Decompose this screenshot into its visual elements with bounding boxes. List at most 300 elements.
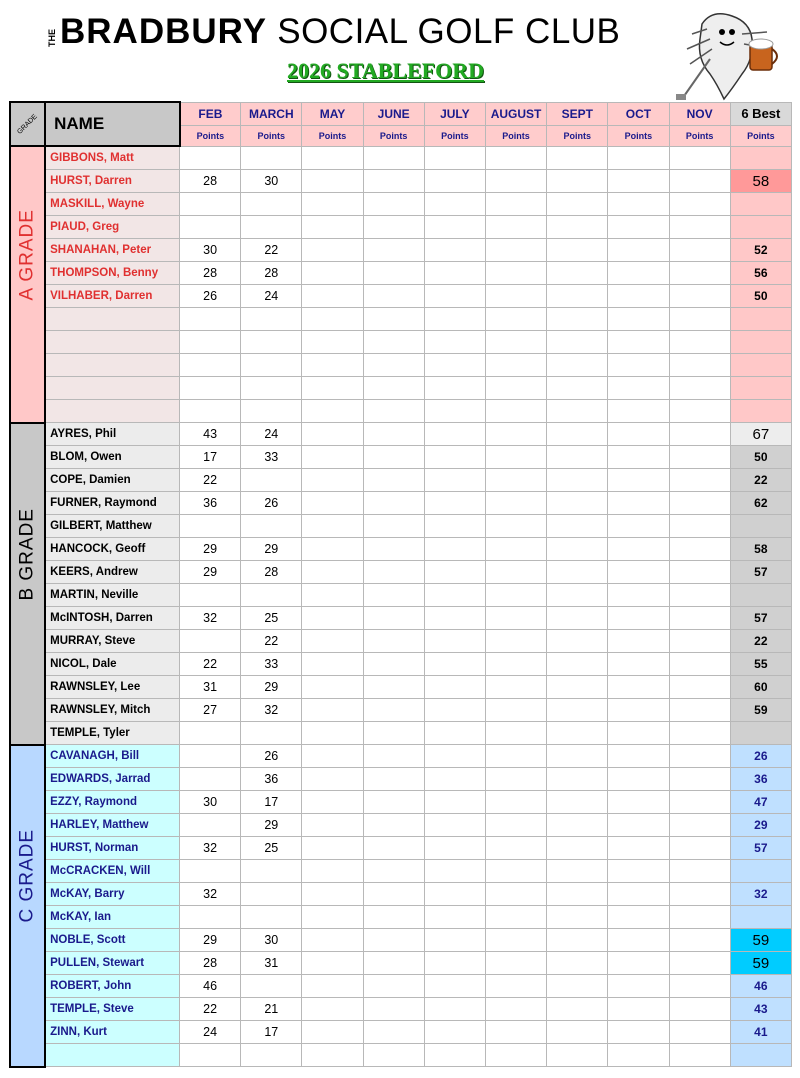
score-march: 33 [241, 653, 302, 676]
score-empty [669, 860, 730, 883]
score-feb [180, 722, 241, 745]
score-empty [485, 308, 546, 331]
score-empty [485, 561, 546, 584]
score-empty [669, 239, 730, 262]
score-empty [363, 837, 424, 860]
score-empty [608, 239, 669, 262]
table-row [10, 193, 792, 216]
score-empty [485, 607, 546, 630]
score-empty [608, 952, 669, 975]
score-empty [363, 676, 424, 699]
points-subheader: Points [547, 125, 608, 146]
score-empty [669, 975, 730, 998]
score-empty [424, 699, 485, 722]
month-header-march: MARCH [241, 102, 302, 125]
score-empty [608, 446, 669, 469]
best-total [730, 308, 791, 331]
score-feb [180, 814, 241, 837]
table-row [10, 239, 792, 262]
score-empty [669, 1044, 730, 1067]
score-empty [485, 676, 546, 699]
score-empty [363, 975, 424, 998]
score-empty [424, 630, 485, 653]
score-empty [547, 469, 608, 492]
score-march: 25 [241, 837, 302, 860]
score-empty [485, 837, 546, 860]
best-total: 26 [730, 745, 791, 768]
score-empty [547, 239, 608, 262]
score-feb: 29 [180, 561, 241, 584]
score-march [241, 308, 302, 331]
score-empty [424, 193, 485, 216]
score-empty [363, 423, 424, 446]
score-feb: 26 [180, 285, 241, 308]
score-empty [302, 239, 363, 262]
score-empty [302, 331, 363, 354]
score-empty [485, 584, 546, 607]
score-empty [608, 653, 669, 676]
score-empty [485, 193, 546, 216]
score-empty [485, 768, 546, 791]
score-empty [485, 1021, 546, 1044]
score-march: 29 [241, 676, 302, 699]
score-feb: 28 [180, 170, 241, 193]
score-empty [363, 860, 424, 883]
player-name: HURST, Norman [45, 837, 179, 860]
score-feb: 31 [180, 676, 241, 699]
score-empty [363, 998, 424, 1021]
best-total [730, 331, 791, 354]
score-empty [424, 883, 485, 906]
score-feb [180, 400, 241, 423]
best-total: 57 [730, 837, 791, 860]
best-total: 56 [730, 262, 791, 285]
best-total [730, 400, 791, 423]
title-rest: SOCIAL GOLF CLUB [277, 12, 621, 51]
score-empty [363, 377, 424, 400]
score-empty [485, 722, 546, 745]
score-empty [547, 308, 608, 331]
score-empty [302, 998, 363, 1021]
score-feb [180, 515, 241, 538]
score-march [241, 193, 302, 216]
score-empty [424, 492, 485, 515]
score-empty [608, 676, 669, 699]
player-name: CAVANAGH, Bill [45, 745, 179, 768]
score-empty [669, 1021, 730, 1044]
score-empty [547, 906, 608, 929]
player-name: PULLEN, Stewart [45, 952, 179, 975]
score-empty [424, 400, 485, 423]
score-empty [485, 285, 546, 308]
score-empty [485, 354, 546, 377]
score-feb [180, 308, 241, 331]
score-march [241, 1044, 302, 1067]
month-header-june: JUNE [363, 102, 424, 125]
score-empty [424, 423, 485, 446]
player-name: McINTOSH, Darren [45, 607, 179, 630]
score-empty [608, 630, 669, 653]
score-feb: 30 [180, 791, 241, 814]
score-empty [669, 400, 730, 423]
table-row [10, 998, 792, 1021]
score-empty [363, 400, 424, 423]
score-feb: 17 [180, 446, 241, 469]
score-march: 24 [241, 285, 302, 308]
page-header [0, 0, 800, 100]
score-empty [608, 170, 669, 193]
score-empty [424, 561, 485, 584]
score-empty [424, 584, 485, 607]
score-empty [302, 929, 363, 952]
score-empty [669, 354, 730, 377]
score-empty [608, 400, 669, 423]
score-feb: 32 [180, 607, 241, 630]
month-header-may: MAY [302, 102, 363, 125]
score-march [241, 515, 302, 538]
score-march: 30 [241, 929, 302, 952]
score-empty [669, 262, 730, 285]
score-empty [485, 975, 546, 998]
player-name [45, 377, 179, 400]
score-empty [669, 607, 730, 630]
table-row [10, 607, 792, 630]
score-empty [363, 630, 424, 653]
score-empty [669, 906, 730, 929]
score-empty [363, 354, 424, 377]
score-empty [608, 469, 669, 492]
score-empty [608, 331, 669, 354]
score-march [241, 146, 302, 170]
score-empty [302, 170, 363, 193]
score-empty [302, 860, 363, 883]
score-empty [669, 791, 730, 814]
score-empty [547, 423, 608, 446]
score-empty [302, 653, 363, 676]
best-total [730, 377, 791, 400]
score-empty [302, 469, 363, 492]
score-empty [547, 400, 608, 423]
score-empty [302, 630, 363, 653]
score-march [241, 883, 302, 906]
score-empty [547, 1021, 608, 1044]
player-name: FURNER, Raymond [45, 492, 179, 515]
best-total: 52 [730, 239, 791, 262]
score-empty [547, 998, 608, 1021]
table-row [10, 676, 792, 699]
score-empty [363, 262, 424, 285]
score-empty [669, 676, 730, 699]
score-empty [669, 423, 730, 446]
month-header-august: AUGUST [485, 102, 546, 125]
scores-body [10, 146, 792, 1067]
score-empty [547, 331, 608, 354]
score-march: 17 [241, 791, 302, 814]
player-name [45, 1044, 179, 1067]
score-empty [608, 262, 669, 285]
score-empty [302, 699, 363, 722]
player-name: McKAY, Ian [45, 906, 179, 929]
score-empty [424, 745, 485, 768]
score-empty [608, 377, 669, 400]
score-march: 26 [241, 492, 302, 515]
table-row [10, 975, 792, 998]
score-empty [485, 170, 546, 193]
player-name: MURRAY, Steve [45, 630, 179, 653]
score-feb [180, 1044, 241, 1067]
best-total: 46 [730, 975, 791, 998]
score-empty [669, 538, 730, 561]
player-name: COPE, Damien [45, 469, 179, 492]
score-march [241, 860, 302, 883]
score-empty [363, 584, 424, 607]
score-feb: 24 [180, 1021, 241, 1044]
table-row [10, 791, 792, 814]
score-empty [363, 883, 424, 906]
score-march [241, 584, 302, 607]
score-feb [180, 860, 241, 883]
score-empty [485, 860, 546, 883]
score-empty [363, 469, 424, 492]
best-total [730, 216, 791, 239]
score-empty [669, 630, 730, 653]
score-empty [363, 906, 424, 929]
table-row [10, 146, 792, 170]
score-empty [363, 561, 424, 584]
score-march [241, 906, 302, 929]
best-header: 6 Best [730, 102, 791, 125]
score-march: 33 [241, 446, 302, 469]
score-empty [485, 791, 546, 814]
score-feb [180, 906, 241, 929]
score-feb [180, 331, 241, 354]
score-empty [547, 262, 608, 285]
score-empty [485, 814, 546, 837]
score-empty [485, 400, 546, 423]
score-empty [485, 239, 546, 262]
grade-label-cell [10, 745, 45, 1067]
score-feb [180, 193, 241, 216]
score-empty [485, 745, 546, 768]
score-empty [485, 216, 546, 239]
score-empty [547, 952, 608, 975]
score-feb: 32 [180, 883, 241, 906]
table-row [10, 515, 792, 538]
best-total [730, 722, 791, 745]
player-name: MARTIN, Neville [45, 584, 179, 607]
best-total [730, 146, 791, 170]
score-empty [485, 423, 546, 446]
score-march [241, 331, 302, 354]
score-empty [424, 331, 485, 354]
score-empty [669, 837, 730, 860]
best-total [730, 354, 791, 377]
table-row [10, 354, 792, 377]
score-empty [424, 998, 485, 1021]
score-feb [180, 354, 241, 377]
score-empty [424, 1021, 485, 1044]
table-row [10, 630, 792, 653]
score-feb [180, 768, 241, 791]
player-name: KEERS, Andrew [45, 561, 179, 584]
table-row [10, 837, 792, 860]
score-march [241, 722, 302, 745]
score-empty [608, 1021, 669, 1044]
score-march: 32 [241, 699, 302, 722]
score-empty [547, 745, 608, 768]
best-points-subheader: Points [730, 125, 791, 146]
best-total: 50 [730, 446, 791, 469]
player-name: ROBERT, John [45, 975, 179, 998]
score-empty [547, 975, 608, 998]
best-total: 22 [730, 469, 791, 492]
score-empty [669, 814, 730, 837]
score-empty [669, 745, 730, 768]
table-row [10, 699, 792, 722]
table-row [10, 538, 792, 561]
score-march [241, 216, 302, 239]
table-row [10, 446, 792, 469]
score-empty [669, 193, 730, 216]
score-march [241, 400, 302, 423]
score-empty [485, 146, 546, 170]
score-empty [363, 285, 424, 308]
points-subheader: Points [608, 125, 669, 146]
month-header-july: JULY [424, 102, 485, 125]
score-empty [363, 492, 424, 515]
score-empty [547, 354, 608, 377]
score-empty [424, 1044, 485, 1067]
table-row [10, 952, 792, 975]
score-empty [547, 722, 608, 745]
score-empty [302, 193, 363, 216]
score-empty [669, 285, 730, 308]
score-march: 28 [241, 262, 302, 285]
score-empty [608, 492, 669, 515]
score-empty [363, 1044, 424, 1067]
score-march: 28 [241, 561, 302, 584]
score-empty [363, 239, 424, 262]
score-empty [302, 607, 363, 630]
score-empty [669, 699, 730, 722]
table-row [10, 400, 792, 423]
table-row [10, 492, 792, 515]
score-empty [363, 193, 424, 216]
table-row [10, 1044, 792, 1067]
score-empty [669, 883, 730, 906]
best-total [730, 906, 791, 929]
score-feb: 43 [180, 423, 241, 446]
score-empty [363, 538, 424, 561]
score-empty [485, 929, 546, 952]
score-empty [608, 837, 669, 860]
score-empty [669, 515, 730, 538]
table-row [10, 1021, 792, 1044]
score-empty [608, 193, 669, 216]
score-empty [669, 308, 730, 331]
score-march: 25 [241, 607, 302, 630]
score-empty [608, 538, 669, 561]
score-empty [302, 146, 363, 170]
score-empty [608, 308, 669, 331]
score-empty [608, 607, 669, 630]
best-total: 59 [730, 952, 791, 975]
score-empty [547, 883, 608, 906]
score-empty [363, 699, 424, 722]
score-empty [547, 193, 608, 216]
table-row [10, 653, 792, 676]
score-empty [669, 146, 730, 170]
score-empty [485, 952, 546, 975]
player-name: NOBLE, Scott [45, 929, 179, 952]
player-name: NICOL, Dale [45, 653, 179, 676]
score-empty [547, 814, 608, 837]
score-empty [547, 653, 608, 676]
score-march: 22 [241, 239, 302, 262]
score-empty [302, 837, 363, 860]
best-total: 32 [730, 883, 791, 906]
score-empty [363, 331, 424, 354]
best-total: 58 [730, 170, 791, 193]
score-empty [485, 1044, 546, 1067]
score-empty [485, 492, 546, 515]
score-empty [302, 216, 363, 239]
score-empty [547, 1044, 608, 1067]
score-empty [547, 929, 608, 952]
points-subheader: Points [424, 125, 485, 146]
score-empty [424, 607, 485, 630]
table-row [10, 423, 792, 446]
best-total: 47 [730, 791, 791, 814]
table-row [10, 377, 792, 400]
points-subheader: Points [485, 125, 546, 146]
score-empty [424, 653, 485, 676]
score-empty [302, 400, 363, 423]
score-empty [363, 607, 424, 630]
player-name: HANCOCK, Geoff [45, 538, 179, 561]
score-march: 24 [241, 423, 302, 446]
score-empty [424, 354, 485, 377]
score-empty [669, 170, 730, 193]
score-empty [424, 768, 485, 791]
score-empty [608, 1044, 669, 1067]
points-subheader: Points [241, 125, 302, 146]
score-empty [302, 354, 363, 377]
score-march: 30 [241, 170, 302, 193]
score-feb: 22 [180, 653, 241, 676]
best-total [730, 860, 791, 883]
table-row [10, 883, 792, 906]
table-row [10, 561, 792, 584]
header-row-months [10, 102, 792, 125]
score-empty [485, 538, 546, 561]
score-feb: 27 [180, 699, 241, 722]
player-name: PIAUD, Greg [45, 216, 179, 239]
player-name: TEMPLE, Steve [45, 998, 179, 1021]
score-march [241, 377, 302, 400]
points-subheader: Points [180, 125, 241, 146]
title-the: THE [47, 29, 57, 47]
score-empty [669, 446, 730, 469]
score-feb [180, 146, 241, 170]
month-header-feb: FEB [180, 102, 241, 125]
table-row [10, 285, 792, 308]
best-total: 29 [730, 814, 791, 837]
score-empty [302, 1021, 363, 1044]
player-name: GILBERT, Matthew [45, 515, 179, 538]
score-empty [485, 377, 546, 400]
player-name: MASKILL, Wayne [45, 193, 179, 216]
